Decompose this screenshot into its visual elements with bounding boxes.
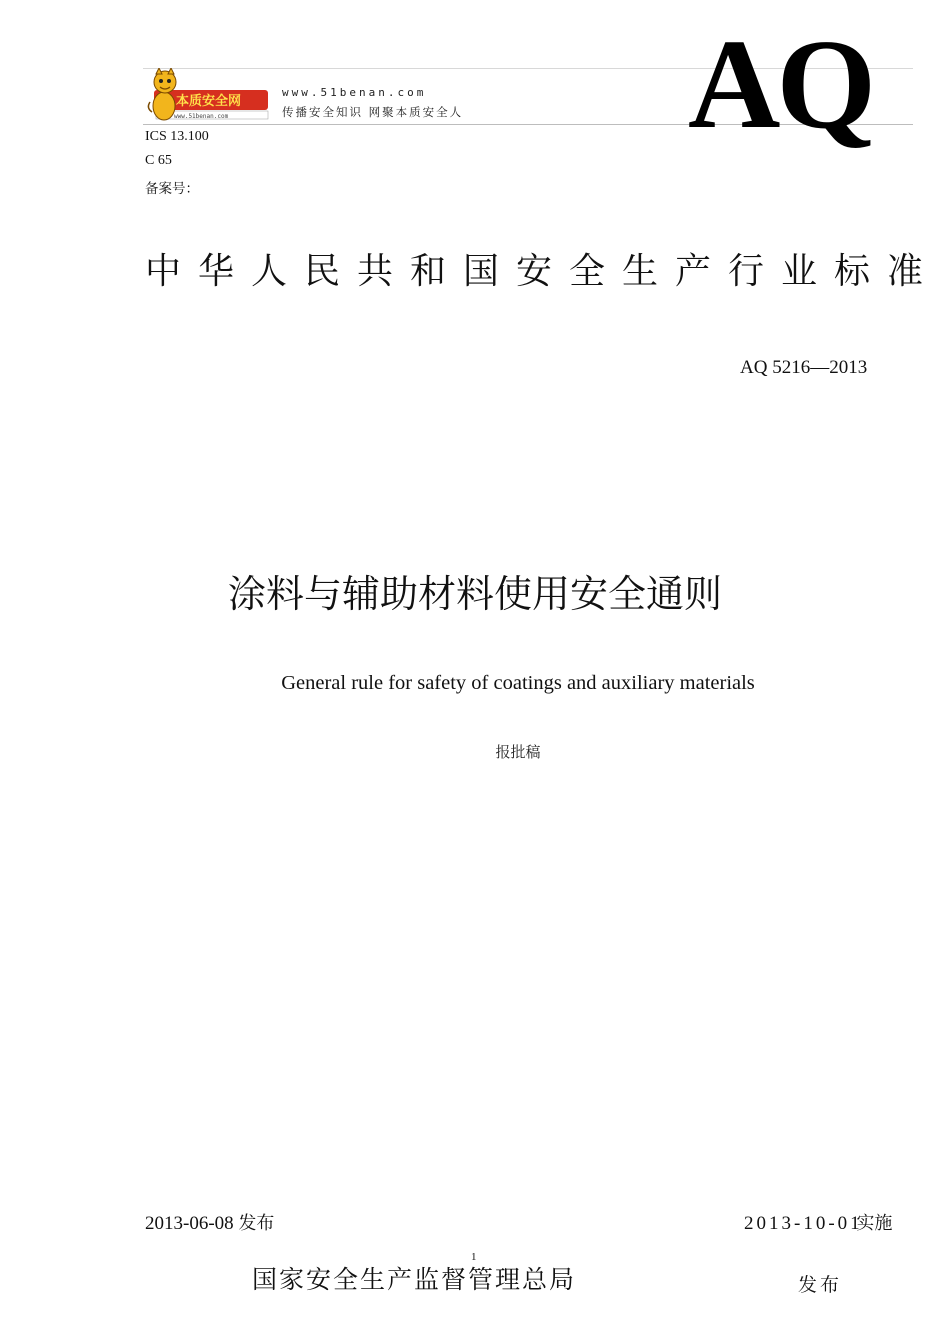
implementation-date (744, 1209, 892, 1235)
standard-mark: AQ (688, 13, 872, 155)
site-logo[interactable] (144, 68, 272, 122)
implementation-date-label: 实施 (856, 1213, 893, 1234)
logo-mascot-icon (144, 68, 272, 122)
issue-date-label: 发布 (238, 1213, 275, 1234)
publisher: 国家安全生产监督管理总局 (252, 1265, 577, 1294)
site-slogan: 传播安全知识 网聚本质安全人 (282, 105, 464, 119)
standard-number: AQ 5216—2013 (740, 357, 868, 378)
draft-status: 报批稿 (495, 743, 541, 761)
ccs-code: C 65 (145, 153, 172, 168)
implementation-date-value: 2013-10-01 (744, 1213, 863, 1234)
svg-text:www.51benan.com: www.51benan.com (174, 113, 229, 120)
standard-category: 中华人民共和国安全生产行业标准 (145, 251, 941, 292)
publish-label: 发布 (798, 1274, 843, 1296)
issue-date (145, 1209, 274, 1235)
chinese-title: 涂料与辅助材料使用安全通则 (227, 572, 722, 616)
issue-date-value: 2013-06-08 (145, 1213, 234, 1234)
english-title: General rule for safety of coatings and auxiliary materials (281, 672, 755, 694)
site-url[interactable]: www.51benan.com (282, 86, 427, 99)
svg-text:本质安全网: 本质安全网 (176, 94, 242, 109)
ics-code: ICS 13.100 (145, 129, 209, 144)
page-number: 1 (471, 1251, 477, 1263)
filing-number-label: 备案号： (145, 181, 199, 197)
